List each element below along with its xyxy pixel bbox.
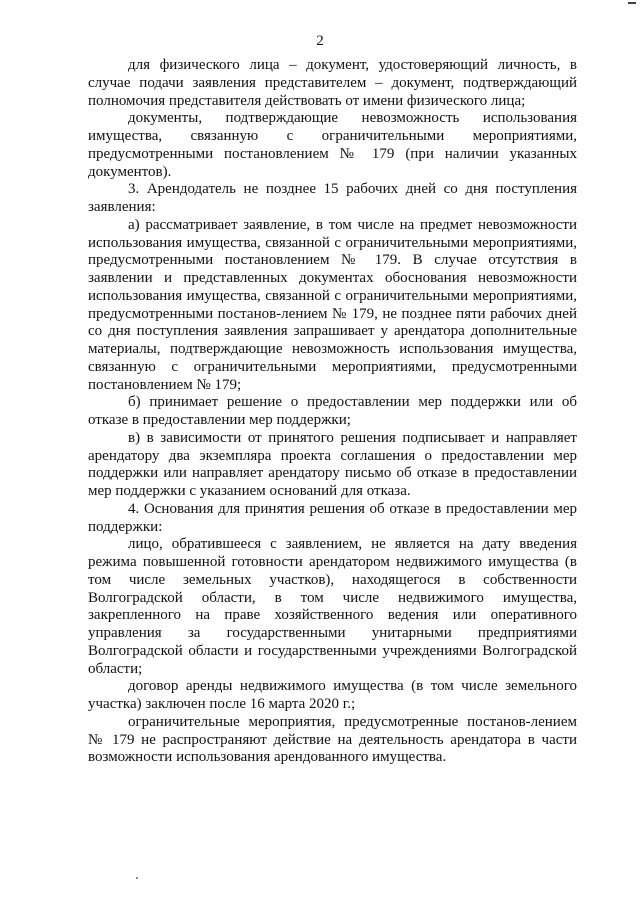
paragraph-item-3: 3. Арендодатель не позднее 15 рабочих дней со дня поступления заявления: [88,181,577,215]
page-number: 2 [316,33,324,49]
scan-edge-mark [628,2,636,4]
paragraph-identity-document: для физического лица – документ, удостоверяющий личность, в случае подачи заявления представителем – документ, подтверждающий полномочия представителя действовать от имени физического лица; [88,57,577,109]
document-body [88,57,577,767]
paragraph-item-3a: а) рассматривает заявление, в том числе на предмет невозможности использования имущества, связанной с ограничительными мероприятиями, предусмотренными постановлением № 179. В случае отсутствия в заявлении и представленных документах обоснования невозможности использования имущества, связанной с ограничительными мероприятиями, предусмотренными постанов-лением № 179, не позднее пяти рабочих дней со дня поступления заявления запрашивает у арендатора дополнительные материалы, подтверждающие невозможность использования имущества, связанную с ограничительными мероприятиями, предусмотренными постановлением № 179; [88,216,577,393]
paragraph-refusal-not-tenant: лицо, обратившееся с заявлением, не является на дату введения режима повышенной готовности арендатором недвижимого имущества (в том числе земельных участков), находящегося в собственности Волгоградской области, в том числе недвижимого имущества, закрепленного на праве хозяйственного ведения или оперативного управления за государственными унитарными предприятиями Волгоградской области и государственными учреждениями Волгоградской области; [88,536,577,677]
paragraph-refusal-restrictions: ограничительные мероприятия, предусмотренные постанов-лением № 179 не распространяют действие на деятельность арендатора в части возможности использования арендованного имущества. [88,713,577,766]
paragraph-impossibility-documents: документы, подтверждающие невозможность использования имущества, связанную с ограничительными мероприятиями, предусмотренными постановлением № 179 (при наличии указанных документов). [88,110,577,180]
paragraph-item-3v: в) в зависимости от принятого решения подписывает и направляет арендатору два экземпляра проекта соглашения о предоставлении мер поддержки или направляет арендатору письмо об отказе в предоставлении мер поддержки с указанием оснований для отказа. [88,429,577,499]
scan-speck [136,877,138,879]
paragraph-item-4: 4. Основания для принятия решения об отказе в предоставлении мер поддержки: [88,500,577,535]
paragraph-item-3b: б) принимает решение о предоставлении мер поддержки или об отказе в предоставлении мер поддержки; [88,394,577,428]
paragraph-refusal-contract-date: договор аренды недвижимого имущества (в том числе земельного участка) заключен после 16 марта 2020 г.; [88,678,577,712]
